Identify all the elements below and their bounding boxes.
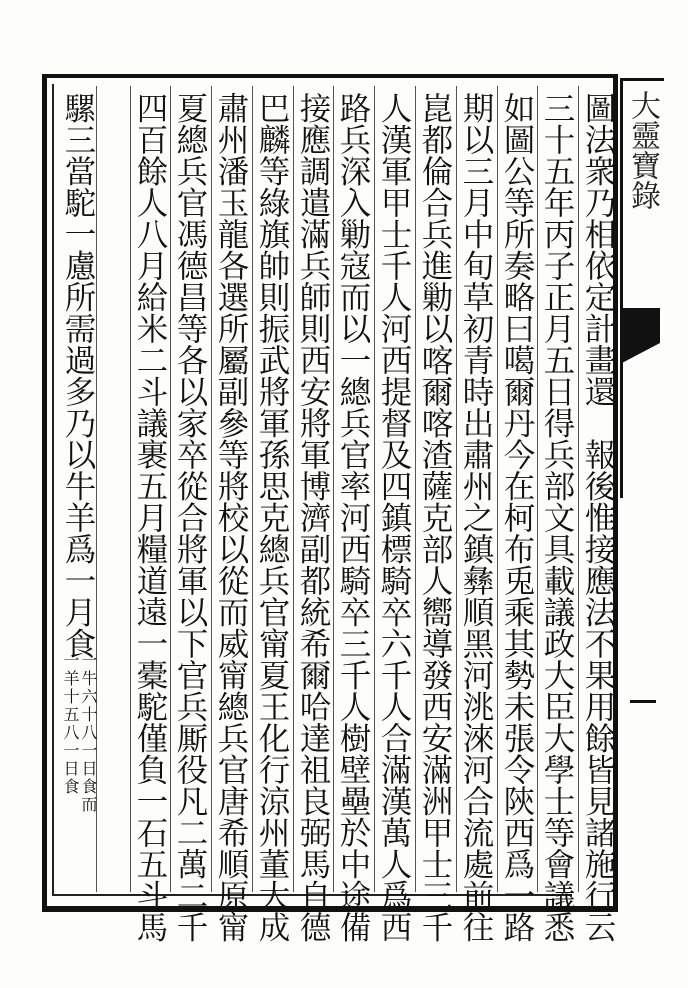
annotation-right: 一牛六十八一日食而 bbox=[79, 652, 98, 814]
text-column-13: 騾三當駝一慮所需過多乃以牛羊爲一月食 bbox=[60, 92, 96, 659]
text-column-6: 人漢軍甲士千人河西提督及四鎮標騎卒六千人合滿漢萬人爲西 bbox=[376, 92, 412, 943]
text-column-4: 期以三月中旬草初青時出肅州之鎮彝順黑河洮淶河合流處前往 bbox=[458, 92, 494, 943]
inner-border-left bbox=[52, 84, 54, 896]
margin-title: 大靈寶錄 bbox=[625, 90, 660, 210]
text-column-10: 肅州潘玉龍各選所屬副參等將校以從而威甯總兵官唐希順原甯 bbox=[213, 92, 249, 943]
spine-mark bbox=[630, 700, 656, 703]
text-column-3: 如圖公等所奏略曰噶爾丹今在柯布兎乘其勢未張令陝西爲一路 bbox=[499, 92, 535, 943]
annotation-left: 一羊十五八一日食 bbox=[61, 652, 80, 796]
text-column-8: 接應調遣滿兵師則西安將軍博濟副都統希爾哈達祖良弼馬自德 bbox=[295, 92, 331, 943]
text-column-1: 圖法衆乃相依定計畫還 報後惟接應法不果用餘皆見諸施行云 bbox=[580, 92, 616, 943]
text-column-7: 路兵深入勦寇而以一總兵官率河西騎卒三千人樹壁壘於中途備 bbox=[335, 92, 371, 943]
text-column-12: 四百餘人八月給米二斗議裹五月糧道遠一橐駝僅負一石五斗馬 bbox=[132, 92, 168, 943]
text-column-9: 巴麟等綠旗帥則振武將軍孫思克總兵官甯夏王化行涼州董大成 bbox=[254, 92, 290, 943]
text-column-2: 三十五年丙子正月五日得兵部文具載議政大臣大學士等會議悉 bbox=[539, 92, 575, 943]
text-column-5: 崑都倫合兵進勦以喀爾喀渣薩克部人嚮導發西安滿洲甲士三千 bbox=[417, 92, 453, 943]
text-column-11: 夏總兵官馮德昌等各以家卒從合將軍以下官兵厮役凡二萬二千 bbox=[172, 92, 208, 943]
